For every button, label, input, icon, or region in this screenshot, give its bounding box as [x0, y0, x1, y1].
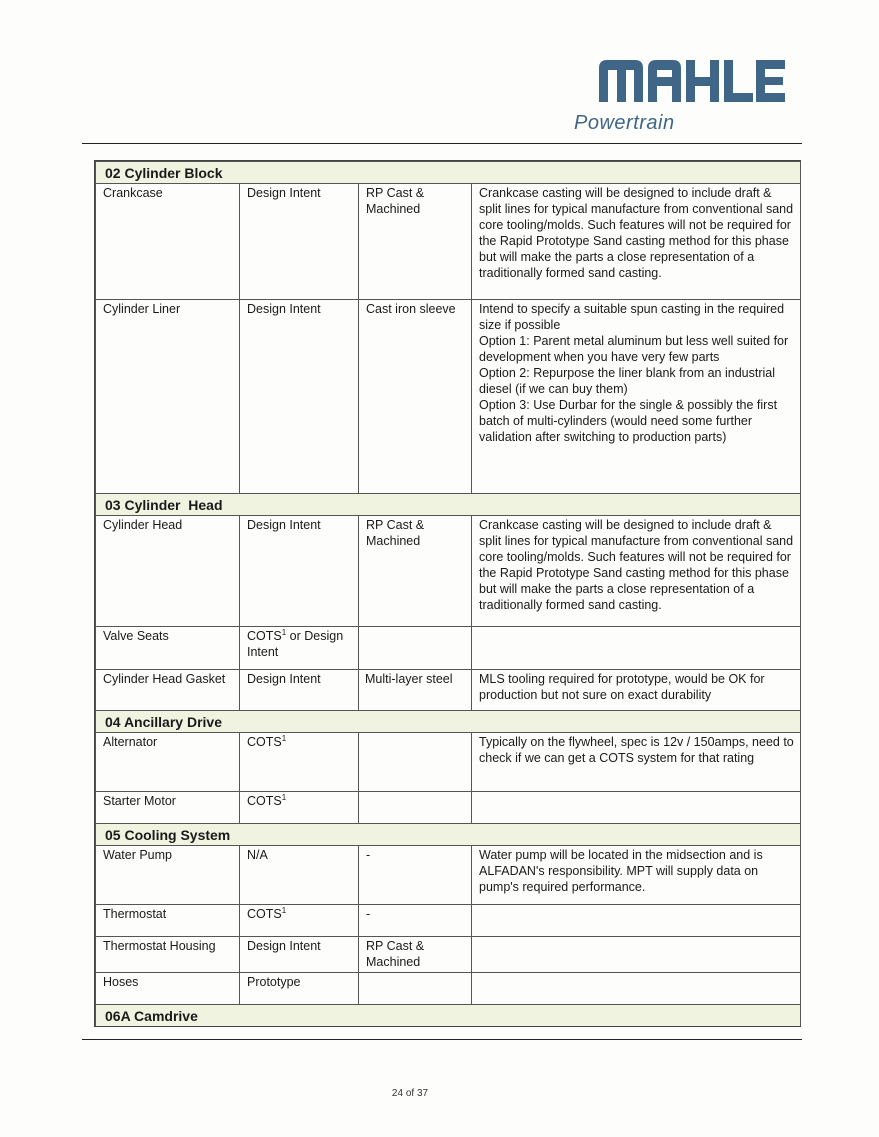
footnote-marker: 1	[281, 627, 287, 637]
source-cell: Prototype	[240, 973, 359, 1005]
component-cell: Alternator	[96, 733, 240, 792]
table-row	[96, 300, 801, 494]
component-cell: Thermostat Housing	[96, 937, 240, 973]
mahle-logo-mark	[597, 56, 787, 104]
notes-cell: MLS tooling required for prototype, would be OK for production but not sure on exact durability	[472, 670, 801, 711]
table-row	[96, 937, 801, 973]
material-cell: RP Cast & Machined	[359, 516, 472, 627]
mahle-logo	[597, 56, 787, 104]
source-cell	[240, 733, 359, 792]
notes-cell	[472, 905, 801, 937]
table-row	[96, 846, 801, 905]
footnote-marker: 1	[281, 905, 287, 915]
footnote-marker: 1	[281, 733, 287, 743]
section-title: 04 Ancillary Drive	[96, 711, 801, 733]
material-cell: -	[359, 905, 472, 937]
notes-cell: Water pump will be located in the midsection and is ALFADAN's responsibility. MPT will supply data on pump's required performance.	[472, 846, 801, 905]
material-cell	[359, 973, 472, 1005]
notes-cell	[472, 973, 801, 1005]
material-cell: RP Cast & Machined	[359, 184, 472, 300]
section-header	[96, 494, 801, 516]
component-cell: Cylinder Head Gasket	[96, 670, 240, 711]
table-row	[96, 516, 801, 627]
component-cell: Cylinder Head	[96, 516, 240, 627]
table-row	[96, 627, 801, 670]
table-row	[96, 184, 801, 300]
source-cell: Design Intent	[240, 670, 359, 711]
component-cell: Starter Motor	[96, 792, 240, 824]
component-cell: Valve Seats	[96, 627, 240, 670]
section-header	[96, 162, 801, 184]
notes-cell: Crankcase casting will be designed to include draft & split lines for typical manufacture from conventional sand core tooling/molds. Such features will not be required for the Rapid Prototype Sand casting method for this phase but will make the parts a close representation of a traditionally formed sand casting.	[472, 184, 801, 300]
source-text: COTS	[247, 735, 282, 749]
notes-cell	[472, 792, 801, 824]
section-header	[96, 1005, 801, 1027]
section-title: 05 Cooling System	[96, 824, 801, 846]
component-cell: Crankcase	[96, 184, 240, 300]
notes-cell: Crankcase casting will be designed to include draft & split lines for typical manufacture from conventional sand core tooling/molds. Such features will not be required for the Rapid Prototype Sand casting method for this phase but will make the parts a close representation of a traditionally formed sand casting.	[472, 516, 801, 627]
brand-subtitle: Powertrain	[574, 112, 675, 134]
section-header	[96, 824, 801, 846]
section-title: 06A Camdrive	[96, 1005, 801, 1027]
material-cell: Cast iron sleeve	[359, 300, 472, 494]
section-title: 02 Cylinder Block	[96, 162, 801, 184]
header-divider	[82, 143, 802, 144]
source-cell: N/A	[240, 846, 359, 905]
footer-divider	[82, 1039, 802, 1040]
notes-cell: Intend to specify a suitable spun casting in the required size if possible Option 1: Parent metal aluminum but less well suited for development when you have very few parts Option 2: Repurpose the liner blank from an industrial diesel (if we can buy them) Option 3: Use Durbar for the single & possibly the first batch of multi-cylinders (would need some further validation after switching to production parts)	[472, 300, 801, 494]
table-row	[96, 670, 801, 711]
source-cell: Design Intent	[240, 937, 359, 973]
notes-cell	[472, 627, 801, 670]
material-cell	[359, 627, 472, 670]
material-cell: -	[359, 846, 472, 905]
source-text: COTS	[247, 794, 282, 808]
footnote-marker: 1	[281, 792, 287, 802]
source-text: COTS	[247, 629, 282, 643]
material-cell	[359, 733, 472, 792]
table-row	[96, 792, 801, 824]
source-cell: Design Intent	[240, 184, 359, 300]
source-cell	[240, 905, 359, 937]
source-suffix: or Design Intent	[247, 629, 344, 659]
material-cell	[359, 792, 472, 824]
component-cell: Thermostat	[96, 905, 240, 937]
page-number: 24 of 37	[391, 1088, 429, 1099]
material-cell: RP Cast & Machined	[359, 937, 472, 973]
component-cell: Hoses	[96, 973, 240, 1005]
table-row	[96, 733, 801, 792]
component-cell: Cylinder Liner	[96, 300, 240, 494]
component-table	[94, 160, 801, 1027]
table-row	[96, 905, 801, 937]
source-cell	[240, 792, 359, 824]
notes-cell: Typically on the flywheel, spec is 12v / 150amps, need to check if we can get a COTS system for that rating	[472, 733, 801, 792]
material-cell: Multi-layer steel	[359, 670, 472, 711]
source-cell	[240, 627, 359, 670]
component-cell: Water Pump	[96, 846, 240, 905]
source-cell: Design Intent	[240, 300, 359, 494]
section-title: 03 Cylinder Head	[96, 494, 801, 516]
notes-cell	[472, 937, 801, 973]
source-text: COTS	[247, 907, 282, 921]
source-cell: Design Intent	[240, 516, 359, 627]
section-header	[96, 711, 801, 733]
table-row	[96, 973, 801, 1005]
